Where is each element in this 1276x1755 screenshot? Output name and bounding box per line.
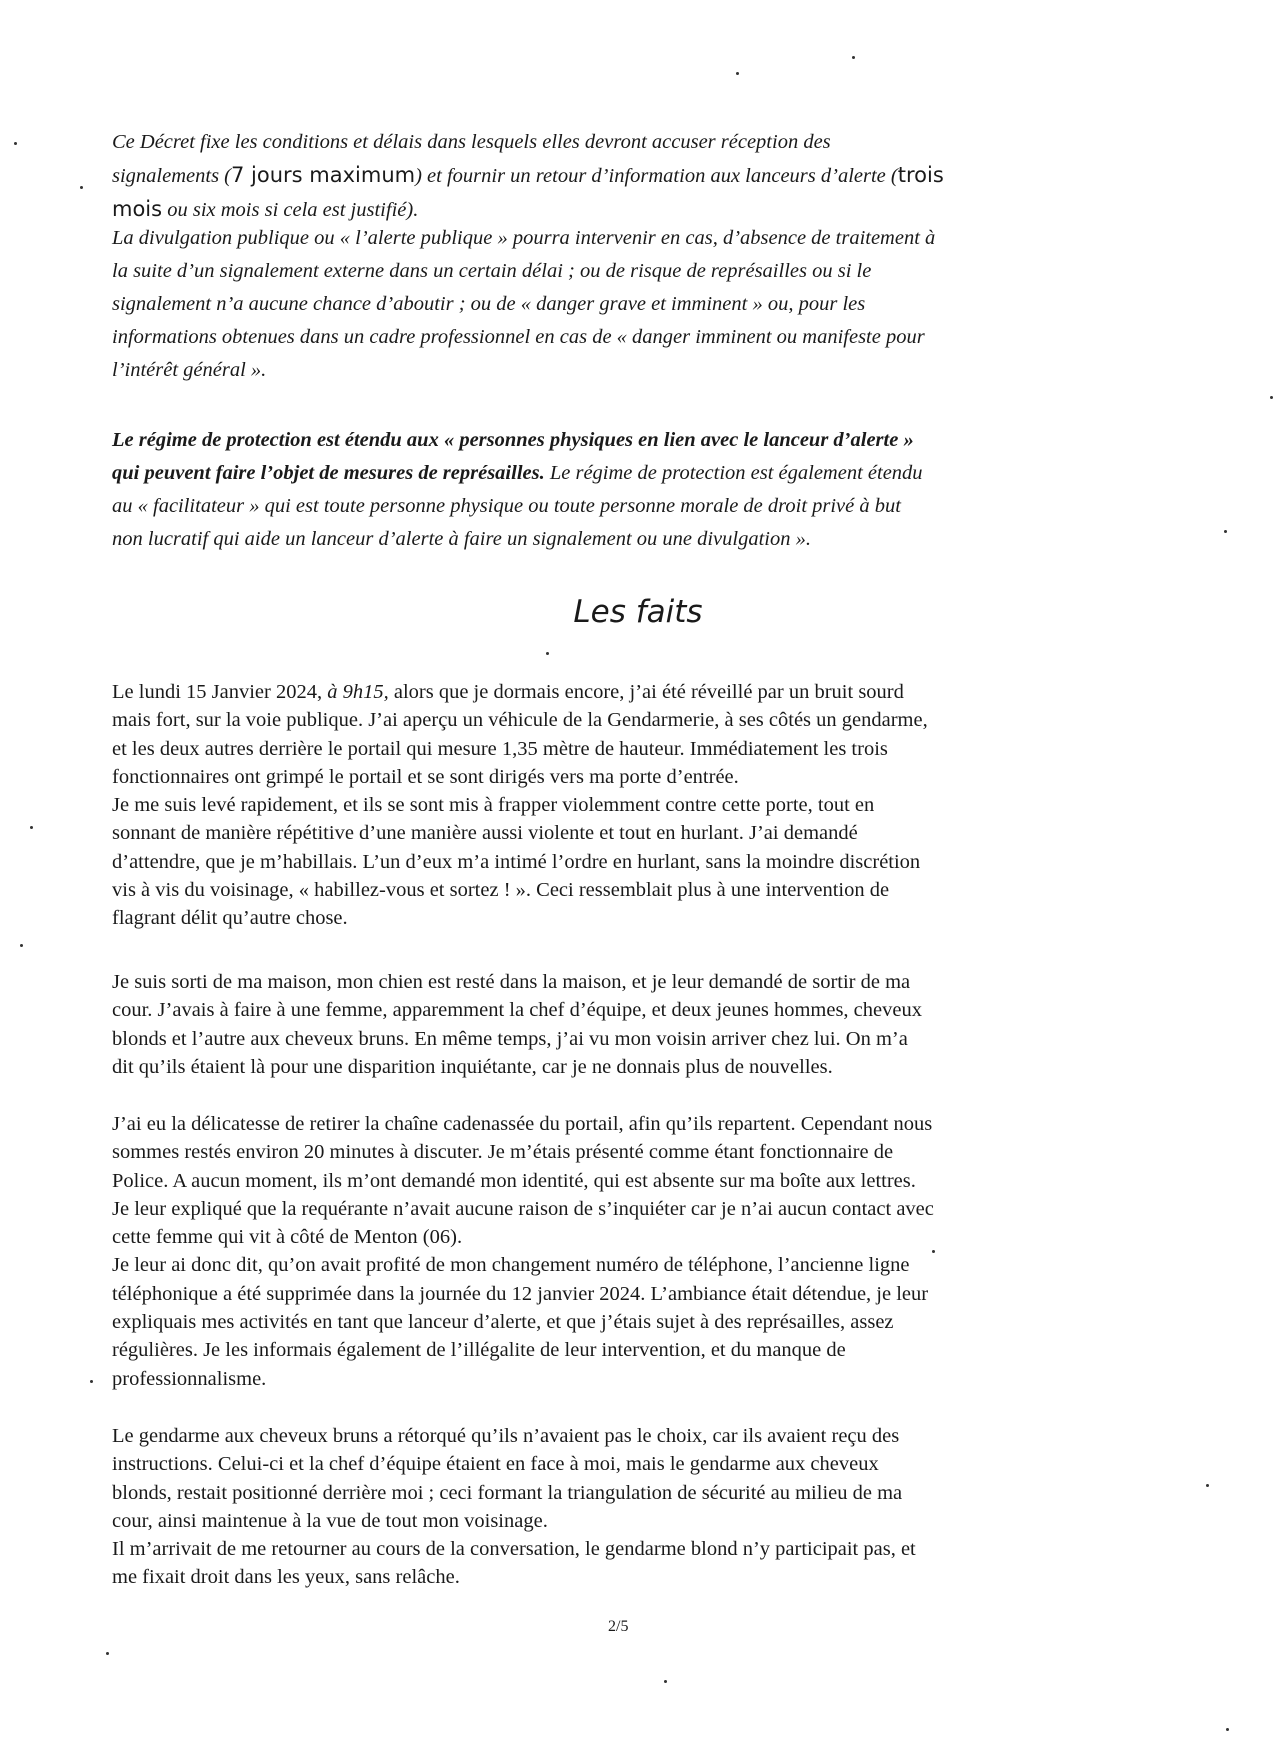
text-segment: Police. A aucun moment, ils m’ont demandé mon identité, qui est absente sur ma boîte aux lettres. [112,1169,916,1192]
text-segment: vis à vis du voisinage, « habillez-vous et sortez ! ». Ceci ressemblait plus à une intervention de [112,879,890,902]
text-segment: Il m’arrivait de me retourner au cours de la conversation, le gendarme blond n’y participait pas, et [112,1538,916,1561]
scan-speck [1226,1728,1229,1731]
scan-speck [932,1250,935,1253]
text-segment: flagrant délit qu’autre chose. [112,907,348,930]
text-segment: régulières. Je les informais également de l’illégalite de leur intervention, et du manque de [112,1339,846,1362]
text-segment: la suite d’un signalement externe dans un certain délai ; ou de risque de représailles ou si le [112,260,872,282]
text-segment: cour. J’avais à faire à une femme, apparemment la chef d’équipe, et deux jeunes hommes, cheveux [112,999,922,1022]
scan-speck [1224,530,1227,533]
text-line [112,222,1112,255]
text-segment: instructions. Celui-ci et la chef d’équipe étaient en face à moi, mais le gendarme aux cheveux [112,1453,879,1476]
text-line [112,1365,1112,1393]
paragraph-faits-discussion [112,1110,1112,1393]
scan-speck [736,72,739,75]
section-heading: Les faits [573,594,703,630]
text-segment: Le régime de protection est étendu aux « personnes physiques en lien avec le lanceur d’alerte » [112,429,914,451]
text-line [112,490,1112,523]
text-line [112,876,1112,904]
text-segment: non lucratif qui aide un lanceur d’alerte à faire un signalement ou une divulgation ». [112,528,811,550]
text-segment: professionnalisme. [112,1367,267,1390]
text-line [112,819,1112,847]
text-segment: Je leur expliqué que la requérante n’avait aucune raison de s’inquiéter car je n’ai aucun contact avec [112,1197,934,1220]
text-line [112,523,1112,556]
text-line [112,424,1112,457]
text-segment: mois [112,197,163,221]
text-segment: au « facilitateur » qui est toute personne physique ou toute personne morale de droit privé à but [112,495,901,517]
scan-speck [20,944,23,947]
text-segment: à 9h15, [327,681,389,703]
text-segment: d’attendre, que je m’habillais. L’un d’eux m’a intimé l’ordre en hurlant, sans la moindre discrétion [112,850,921,873]
text-segment: blonds et l’autre aux cheveux bruns. En même temps, j’ai vu mon voisin arriver chez lui. On m’a [112,1027,908,1050]
text-segment: l’intérêt général ». [112,359,267,381]
paragraph-regime-protection [112,424,1112,556]
text-line [112,1025,1112,1053]
text-segment: cette femme qui vit à côté de Menton (06). [112,1226,463,1249]
text-line [112,848,1112,876]
text-line [112,1138,1112,1166]
scan-speck [90,1380,93,1383]
scan-speck [852,56,855,59]
text-line [112,1251,1112,1279]
text-segment: mais fort, sur la voie publique. J’ai aperçu un véhicule de la Gendarmerie, à ses côtés un gendarme, [112,709,928,732]
text-segment: qui peuvent faire l’objet de mesures de représailles. [112,462,545,484]
scan-speck [546,652,549,655]
text-segment: Le gendarme aux cheveux bruns a rétorqué qu’ils n’avaient pas le choix, car ils avaient reçu des [112,1425,900,1447]
scan-speck [1270,396,1273,399]
text-segment: cour, ainsi maintenue à la vue de tout mon voisinage. [112,1509,548,1532]
text-segment: informations obtenues dans un cadre professionnel en cas de « danger imminent ou manifeste pour [112,326,925,348]
scan-speck [30,826,33,829]
text-segment: expliquais mes activités en tant que lanceur d’alerte, et que j’étais sujet à des représailles, assez [112,1311,894,1334]
text-line [112,791,1112,819]
text-segment: Le lundi 15 Janvier 2024, [112,681,328,703]
text-segment: ou six mois si cela est justifié). [162,199,419,221]
text-segment: sommes restés environ 20 minutes à discuter. Je m’étais présenté comme étant fonctionnaire de [112,1141,894,1164]
text-line [112,968,1112,996]
text-line [112,1053,1112,1081]
text-line [112,1110,1112,1138]
text-segment: Je me suis levé rapidement, et ils se sont mis à frapper violemment contre cette porte, tout en [112,794,875,817]
text-line [112,1280,1112,1308]
text-line [112,457,1112,490]
text-segment: et les deux autres derrière le portail qui mesure 1,35 mètre de hauteur. Immédiatement les trois [112,737,888,760]
text-line [112,1336,1112,1364]
text-line [112,321,1112,354]
paragraph-decret-delais [112,126,1112,227]
text-line [112,1535,1112,1563]
text-line [112,1422,1112,1450]
paragraph-faits-gendarmes [112,1422,1112,1592]
text-segment: alors que je dormais encore, j’ai été réveillé par un bruit sourd [388,681,904,703]
text-segment: téléphonique a été supprimée dans la journée du 12 janvier 2024. L’ambiance était détendue, je leur [112,1282,929,1305]
text-line [112,1507,1112,1535]
text-line [112,678,1112,706]
text-line [112,904,1112,932]
text-segment: Je suis sorti de ma maison, mon chien est resté dans la maison, et je leur demandé de sortir de ma [112,971,911,993]
text-segment: ) et fournir un retour d’information aux lanceurs d’alerte ( [415,165,898,187]
text-segment: Le régime de protection est également étendu [544,462,923,484]
text-segment: Ce Décret fixe les conditions et délais dans lesquels elles devront accuser réception des [112,131,831,153]
text-line [112,1223,1112,1251]
text-line [112,159,1112,193]
text-segment: La divulgation publique ou « l’alerte publique » pourra intervenir en cas, d’absence de traitement à [112,227,936,249]
paragraph-faits-arrivee [112,678,1112,933]
text-segment: dit qu’ils étaient là pour une disparition inquiétante, car je ne donnais plus de nouvelles. [112,1055,833,1078]
text-line [112,255,1112,288]
text-line [112,763,1112,791]
text-line [112,1308,1112,1336]
paragraph-divulgation-publique [112,222,1112,387]
page-number: 2/5 [608,1618,629,1635]
scan-speck [14,142,17,145]
text-line [112,126,1112,159]
text-line [112,735,1112,763]
text-segment: trois [897,163,944,187]
scan-speck [106,1652,109,1655]
text-line [112,288,1112,321]
text-line [112,996,1112,1024]
scan-speck [80,186,83,189]
text-segment: signalement n’a aucune chance d’aboutir ; ou de « danger grave et imminent » ou, pour les [112,293,866,315]
text-segment: sonnant de manière répétitive d’une manière aussi violente et tout en hurlant. J’ai demandé [112,822,858,845]
scan-speck [664,1680,667,1683]
scan-speck [1206,1484,1209,1487]
text-line [112,1167,1112,1195]
text-segment: me fixait droit dans les yeux, sans relâche. [112,1566,460,1589]
text-line [112,706,1112,734]
text-segment: J’ai eu la délicatesse de retirer la chaîne cadenassée du portail, afin qu’ils repartent. Cependant nous [112,1113,933,1135]
text-segment: 7 jours maximum [231,163,416,187]
text-segment: signalements ( [112,165,231,187]
paragraph-faits-sortie [112,968,1112,1081]
text-line [112,1195,1112,1223]
text-segment: fonctionnaires ont grimpé le portail et se sont dirigés vers ma porte d’entrée. [112,765,739,788]
text-line [112,354,1112,387]
text-segment: blonds, restait positionné derrière moi ; ceci formant la triangulation de sécurité au milieu de ma [112,1481,903,1504]
text-line [112,1479,1112,1507]
text-line [112,1563,1112,1591]
text-segment: Je leur ai donc dit, qu’on avait profité de mon changement numéro de téléphone, l’ancienne ligne [112,1254,910,1277]
text-line [112,1450,1112,1478]
